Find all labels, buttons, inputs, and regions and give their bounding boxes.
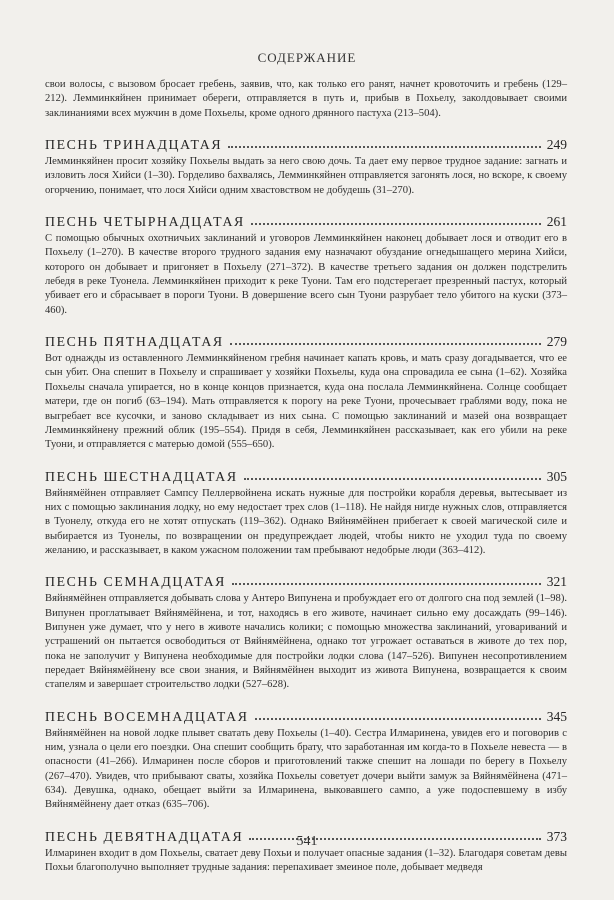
dot-leader xyxy=(255,718,541,720)
toc-entry-17 xyxy=(45,570,567,692)
toc-entry-heading[interactable] xyxy=(45,465,567,485)
song-title: ПЕСНЬ ДЕВЯТНАДЦАТАЯ xyxy=(45,828,244,844)
song-page-number: 305 xyxy=(546,468,567,484)
song-page-number: 345 xyxy=(546,708,567,724)
intro-paragraph: свои волосы, с вызовом бросает гребень, заявив, что, как только его ранят, начнет кровоточить и гребень (129–212). Лемминкяйнен принимает обереги, отправляется в путь и, прибыв в Похьелу, заколдовывает своими заклинаниями всех мужчин в доме Похьелы, кроме одного дрянного пастуха (213–504). xyxy=(45,79,567,119)
song-title: ПЕСНЬ ШЕСТНАДЦАТАЯ xyxy=(45,468,238,484)
toc-entry-19 xyxy=(45,825,567,876)
toc-entry-14 xyxy=(45,210,567,318)
song-summary: Вяйнямёйнен отправляется добывать слова у Антеро Випунена и пробуждает его от долгого сна под землей (1–98). Випунен проглатывает Вяйнямёйнена, и тот, находясь в его животе, начинает сильно ему досаждать (99–146). Випунен уже думает, что у него в животе начались колики; с помощью множества заклинаний, уговариваний и устрашений он пытается освободиться от Вяйнямёйнена, однако тот угрожает оставаться в животе до тех пор, пока не заполучит у Випунена необходимые для постройки лодки слова (147–526). Випунен несопротивлением передает Вяйнямёйнену все свои знания, и Вяйнямёйнен выходит из живота Випунена, возвращается к своим стапелям и завершает строительство лодки (527–628). xyxy=(45,593,567,691)
toc-entry-heading[interactable] xyxy=(45,133,567,153)
song-page-number: 261 xyxy=(546,214,567,230)
toc-entry-13 xyxy=(45,133,567,198)
song-summary: Вяйнямёйнен на новой лодке плывет сватать деву Похьелы (1–40). Сестра Илмаринена, увидев его и поговорив с ним, узнала о цели его поездки. Она спешит сообщить брату, что заработанная им когда-то в Похьеле невеста — в опасности (41–266). Илмаринен после сборов и приготовлений также спешит на лошади по берегу в Похьелу (267–470). Увидев, что прибывают сваты, хозяйка Похьелы советует дочери выйти замуж за Вяйнямёйнена (471–634). Девушка, однако, обещает выйти за Илмаринена, выковавшего сампо, а уже подоспевшему в избу Вяйнямёйнену дает отказ (635–706). xyxy=(45,727,567,811)
dot-leader xyxy=(230,343,541,345)
toc-entry-15 xyxy=(45,330,567,452)
song-summary: Илмаринен входит в дом Похьелы, сватает деву Похьи и получает опасные задания (1–32). Благодаря советам девы Похьи благополучно выполняет трудные задания: перепахивает змеиное поле, добывает медведя xyxy=(45,847,567,874)
song-page-number: 249 xyxy=(546,137,567,153)
toc-content xyxy=(45,78,567,875)
dot-leader xyxy=(232,583,541,585)
dot-leader xyxy=(228,146,541,148)
song-summary: Лемминкяйнен просит хозяйку Похьелы выдать за него свою дочь. Та дает ему первое трудное задание: загнать и изловить лося Хийси (1–30). Горделиво бахвалясь, Лемминкяйнен отправляется загонять лося, но вскоре, к своему огорчению, понимает, что лося Хийси одним хвастовством не добудешь (31–270). xyxy=(45,156,567,196)
toc-entry-16 xyxy=(45,465,567,559)
song-title: ПЕСНЬ ПЯТНАДЦАТАЯ xyxy=(45,334,224,350)
dot-leader xyxy=(251,223,541,225)
page-header: СОДЕРЖАНИЕ xyxy=(257,50,357,65)
song-title: ПЕСНЬ ЧЕТЫРНАДЦАТАЯ xyxy=(45,214,245,230)
toc-entry-18 xyxy=(45,705,567,813)
song-title: ПЕСНЬ ВОСЕМНАДЦАТАЯ xyxy=(45,708,249,724)
page-number: 541 xyxy=(296,834,318,849)
toc-entry-heading[interactable] xyxy=(45,570,567,590)
toc-entry-heading[interactable] xyxy=(45,210,567,230)
song-summary: Вяйнямёйнен отправляет Сампсу Пеллервойнена искать нужные для постройки корабля деревья, вытесывает из них с помощью заклинания лодку, но ему недостает трех слов (1–118). Не найдя нигде нужных слов, отправляется в Туонелу, откуда его не хотят отпускать (119–362). Однако Вяйнямёйнен прибегает к своей магической силе и выбирается из Туонелы, по возвращении он предупреждает людей, чтобы никто не уходил туда по своему желанию, и рассказывает, в каком ужасном положении там пребывают недобрые люди (363–412). xyxy=(45,487,567,556)
toc-entry-heading[interactable] xyxy=(45,330,567,350)
song-title: ПЕСНЬ ТРИНАДЦАТАЯ xyxy=(45,137,223,153)
song-page-number: 373 xyxy=(546,828,567,844)
song-page-number: 321 xyxy=(546,574,567,590)
song-summary: С помощью обычных охотничьих заклинаний и уговоров Лемминкяйнен наконец добывает лося и отводит его в Похьелу (1–270). В качестве второго трудного задания ему назначают обуздание огнедышащего мерина Хийси, которого он добывает и пригоняет в Похьелу (271–372). В качестве третьего задания он должен подстрелить лебедя в реке Туонела. Лемминкяйнен приходит к реке Туони. Там его подстерегает презренный пастух, который убивает его и сбрасывает в пороги Туони. В довершение всего сын Туони разрубает тело убитого на куски (373–460). xyxy=(45,233,567,316)
song-page-number: 279 xyxy=(546,334,567,350)
dot-leader xyxy=(244,478,541,480)
song-summary: Вот однажды из оставленного Лемминкяйненом гребня начинает капать кровь, и мать сразу догадывается, что ее сын убит. Она спешит в Похьелу и спрашивает у хозяйки Похьелы, куда она спровадила ее сына (1–62). Хозяйка Похьелы сначала упирается, но в конце концов признается, куда она послала Лемминкяйнена. Солнце сообщает матери, где он погиб (63–194). Мать отправляется к порогу на реке Туони, прочесывает граблями воду, пока не выгребает все кусочки, и заново складывает из них сына. С помощью заклинаний и мазей она возвращает Лемминкяйнену прежний облик (195–554). Придя в себя, Лемминкяйнен рассказывает, как его убили на реке Туони, и отправляется с матерью домой (555–650). xyxy=(45,353,567,451)
song-title: ПЕСНЬ СЕМНАДЦАТАЯ xyxy=(45,574,226,590)
toc-entry-heading[interactable] xyxy=(45,705,567,725)
